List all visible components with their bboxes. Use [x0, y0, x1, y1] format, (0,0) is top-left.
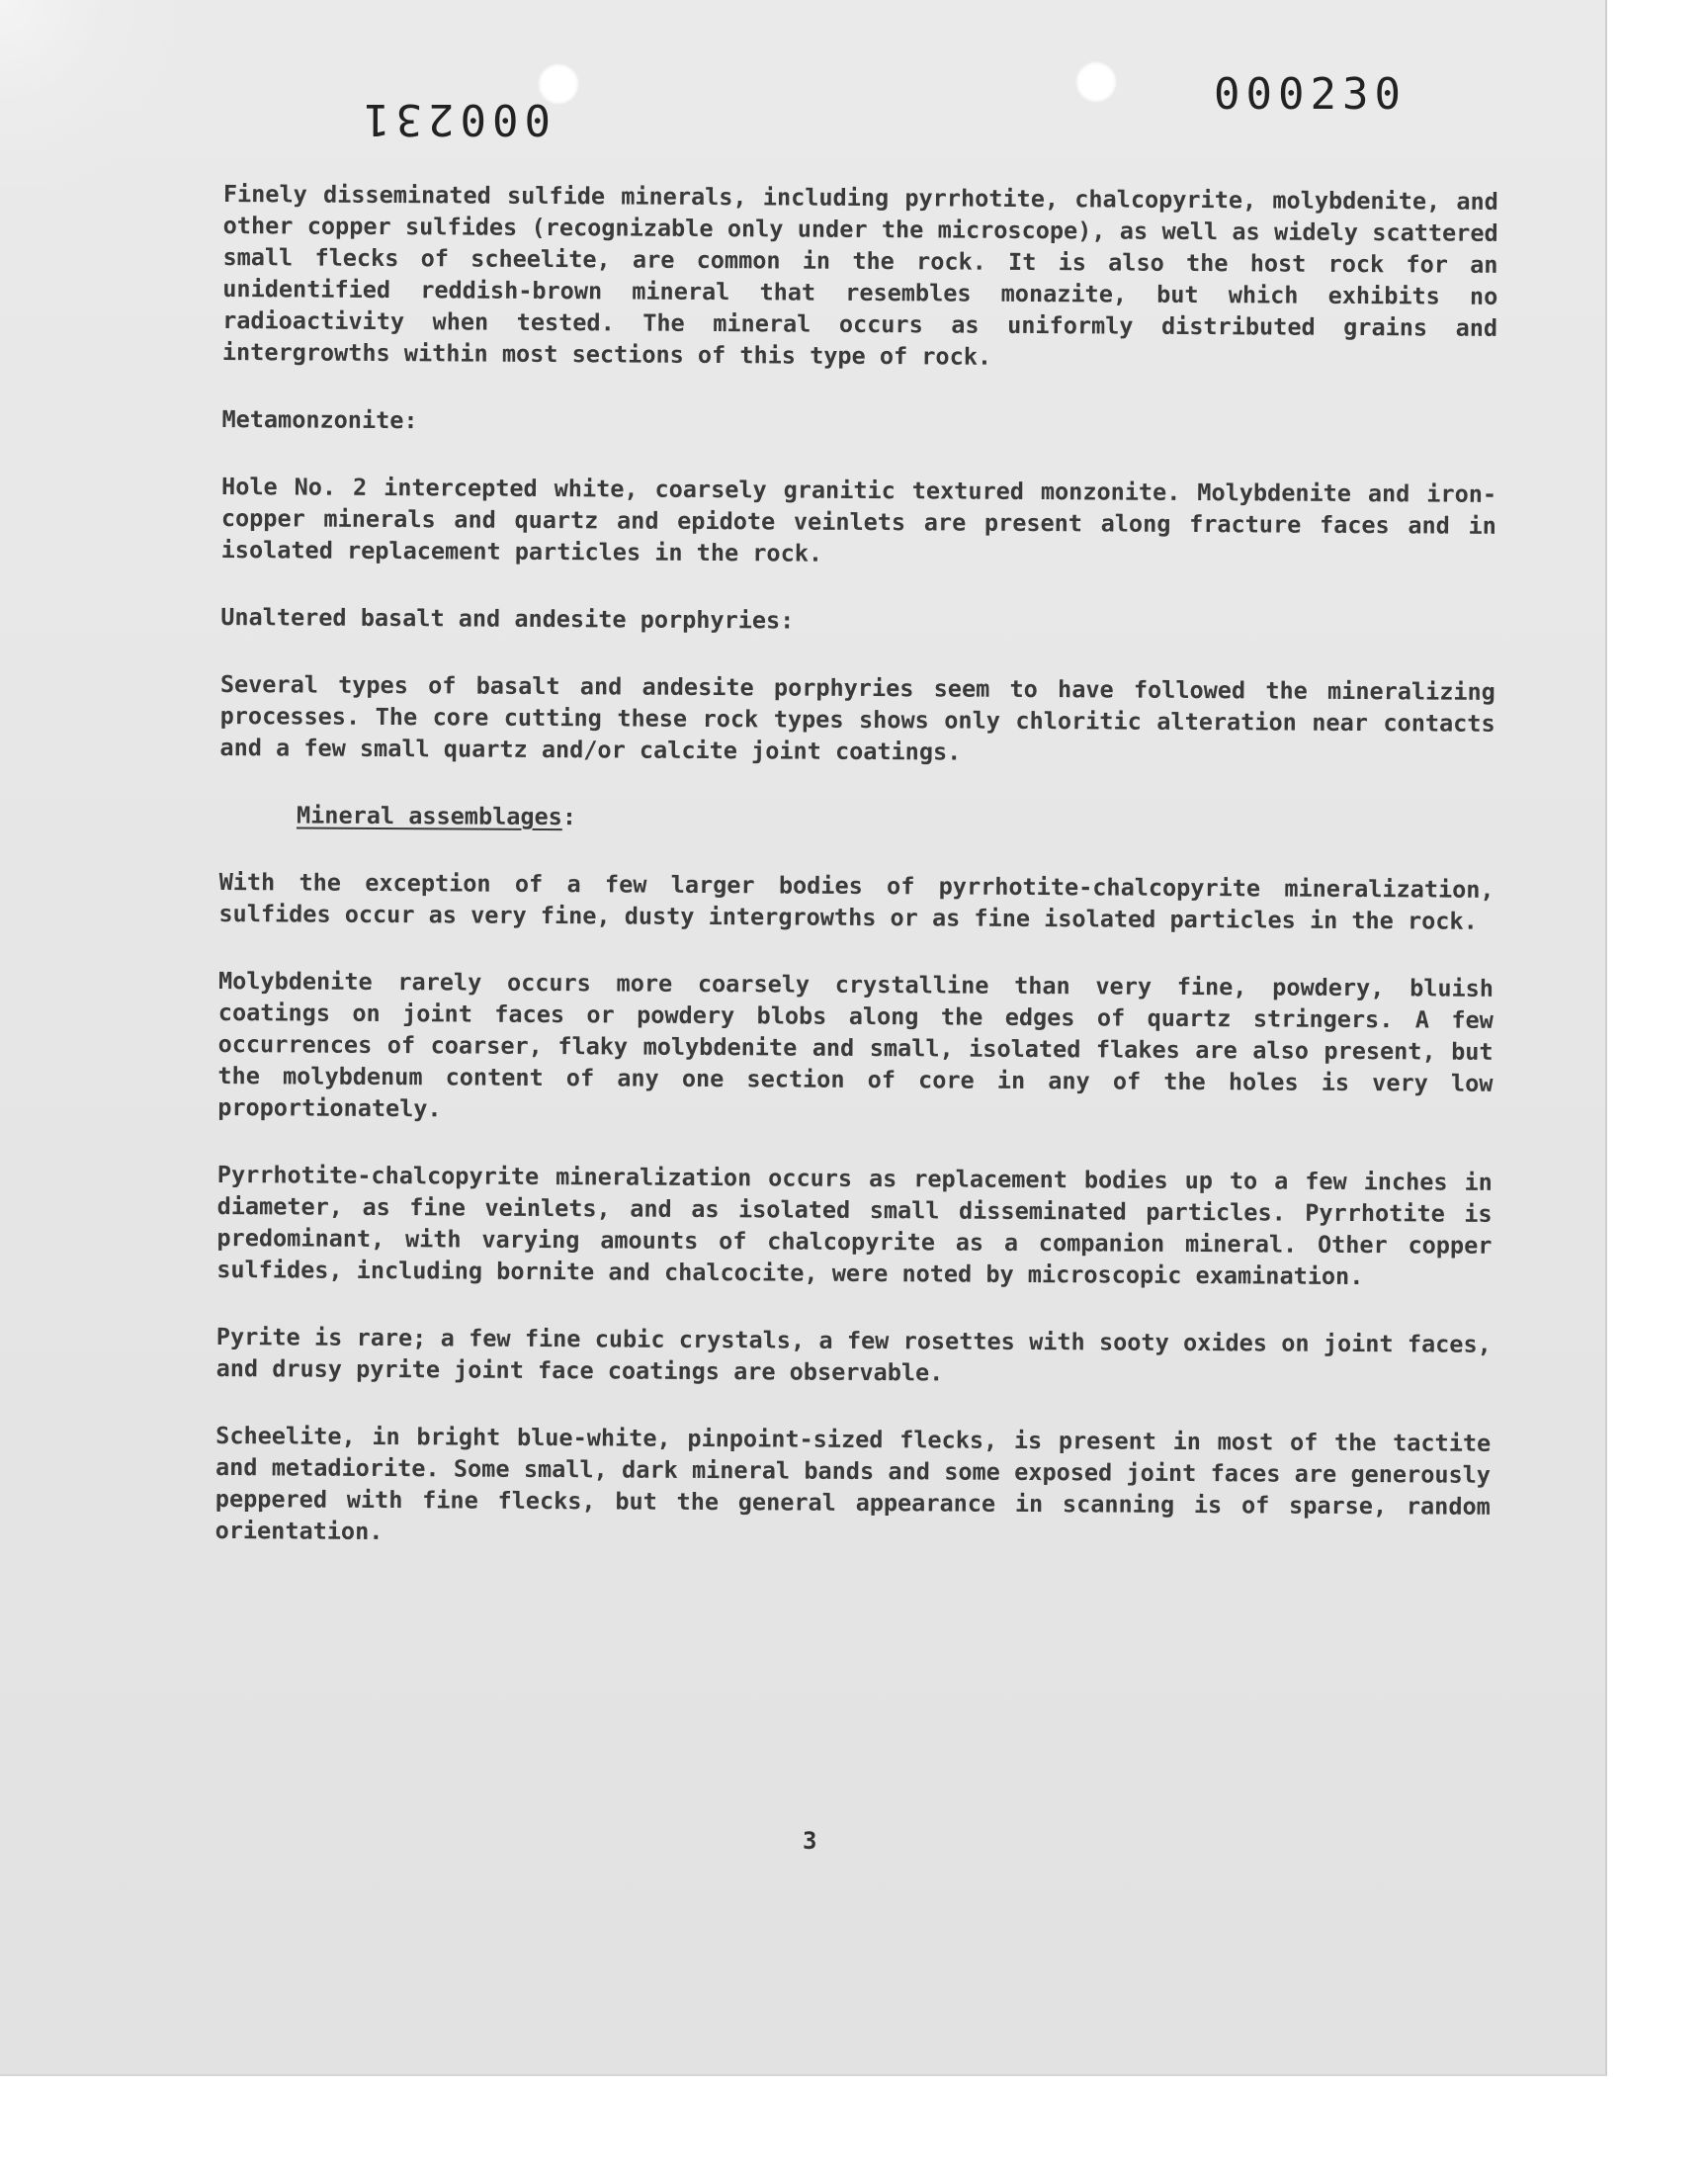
punch-hole-right: [1075, 61, 1117, 103]
page-id-upside-down: 000231: [358, 94, 551, 144]
heading-mineral-assemblages: [297, 799, 1494, 837]
paragraph-molybdenite: Molybdenite rarely occurs more coarsely crystalline than very fine, powdery, bluish coatings on joint faces or powdery blobs along the edges of quartz stringers. A few occurrences of coarser, flaky molybdenite and small, isolated flakes are also present, but the molybdenum content of any one section of core in any of the holes is very low proportionately.: [217, 966, 1494, 1123]
paragraph-scheelite: Scheelite, in bright blue-white, pinpoint-sized flecks, is present in most of the tactite and metadiorite. Some small, dark mineral bands and some exposed joint faces are generously peppered with fine flecks, but the general appearance in scanning is of sparse, random orientation.: [214, 1421, 1492, 1546]
paragraph-metamonzonite: Hole No. 2 intercepted white, coarsely granitic textured monzonite. Molybdenite and iron-copper minerals and quartz and epidote veinlets are present along fracture faces and in isolated replacement particles in the rock.: [220, 472, 1497, 567]
page-corner-shading: [0, 0, 188, 188]
heading-mineral-assemblages-text: Mineral assemblages: [296, 801, 562, 831]
paragraph-pyrrhotite: Pyrrhotite-chalcopyrite mineralization occurs as replacement bodies up to a few inches in diameter, as fine veinlets, and as isolated small disseminated particles. Pyrrhotite is predominant, with varying amounts of chalcopyrite as a companion mineral. Other copper sulfides, including bornite and chalcocite, were noted by microscopic examination.: [216, 1160, 1493, 1291]
heading-mineral-assemblages-colon: :: [561, 803, 577, 831]
heading-metamonzonite: Metamonzonite:: [221, 404, 418, 435]
page-number: 3: [803, 1827, 817, 1855]
page-id: 000230: [1214, 69, 1407, 120]
paragraph-intro: Finely disseminated sulfide minerals, including pyrrhotite, chalcopyrite, molybdenite, and other copper sulfides (recognizable only under the microscope), as well as widely scattered small flecks of scheelite, are common in the rock. It is also the host rock for an unidentified reddish-brown mineral that resembles monazite, but which exhibits no radioactivity when tested. The mineral occurs as uniformly distributed grains and intergrowths within most sections of this type of rock.: [221, 179, 1498, 371]
paragraph-basalt-andesite: Several types of basalt and andesite porphyries seem to have followed the mineralizing processes. The core cutting these rock types shows only chloritic alteration near contacts and a few small quartz and/or calcite joint coatings.: [219, 669, 1495, 766]
heading-basalt-andesite: Unaltered basalt and andesite porphyries:: [220, 602, 795, 635]
document-body: [214, 178, 1498, 1590]
paragraph-sulfides: With the exception of a few larger bodies of pyrrhotite-chalcopyrite mineralization, sulfides occur as very fine, dusty intergrowths or as fine isolated particles in the rock.: [218, 867, 1494, 935]
paragraph-pyrite: Pyrite is rare; a few fine cubic crystals, a few rosettes with sooty oxides on joint faces, and drusy pyrite joint face coatings are observable.: [215, 1322, 1492, 1387]
